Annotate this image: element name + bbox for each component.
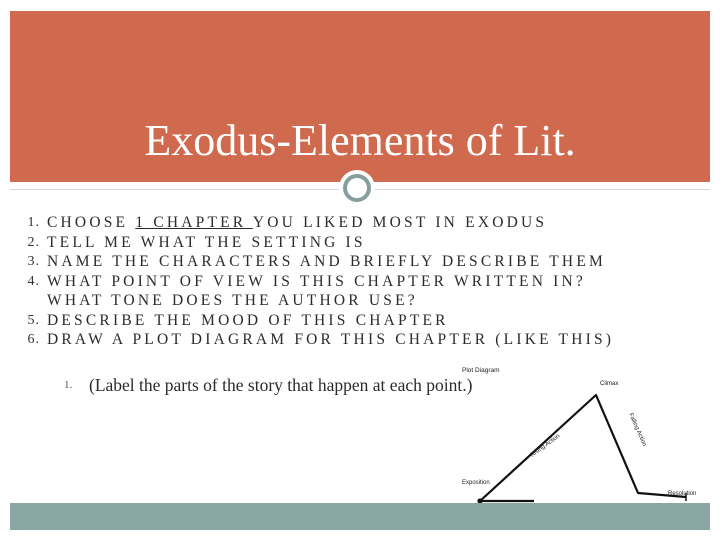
falling-action-label: Falling Action — [627, 412, 648, 448]
ring-inner — [343, 174, 371, 202]
resolution-label: Resolution — [668, 491, 697, 497]
plot-line — [480, 395, 686, 501]
list-text-pre: CHOOSE — [47, 214, 136, 231]
list-number: 4. — [27, 273, 40, 289]
list-item — [0, 252, 720, 272]
climax-label: Climax — [600, 381, 619, 387]
list-number: 1. — [27, 215, 40, 230]
plot-diagram-heading: Plot Diagram — [462, 367, 500, 374]
list-text-underlined: 1 CHAPTER — [135, 214, 253, 231]
list-text: NAME THE CHARACTERS AND BRIEFLY DESCRIBE THEM — [47, 253, 606, 270]
list-text — [47, 213, 720, 233]
list-text: TELL ME WHAT THE SETTING IS — [47, 233, 366, 251]
ring-ornament-icon — [339, 170, 375, 206]
list-item — [0, 272, 720, 311]
rising-action-label: Rising Action — [529, 433, 562, 459]
list-text-post: YOU LIKED MOST IN EXODUS — [252, 214, 548, 231]
sub-list-number: 1. — [64, 379, 73, 391]
sub-list-text: (Label the parts of the story that happen at each point.) — [89, 375, 473, 395]
list-text: DRAW A PLOT DIAGRAM FOR THIS CHAPTER (LIKE THIS) — [47, 331, 615, 348]
list-number: 3. — [27, 254, 40, 269]
slide-title: Exodus-Elements of Lit. — [144, 116, 576, 165]
bottom-bar — [10, 503, 710, 530]
list-item — [0, 213, 720, 233]
list-number: 5. — [27, 312, 40, 328]
list-text-line1: WHAT POINT OF VIEW IS THIS CHAPTER WRITTEN IN? — [47, 272, 586, 290]
list-number: 6. — [27, 332, 40, 347]
list-text: DESCRIBE THE MOOD OF THIS CHAPTER — [47, 311, 449, 329]
plot-diagram — [450, 362, 715, 512]
list-item — [0, 233, 720, 253]
list-number: 2. — [27, 234, 40, 250]
list-item — [0, 311, 720, 331]
numbered-list — [0, 213, 720, 350]
exposition-label: Exposition — [462, 480, 490, 486]
title-band — [10, 11, 710, 182]
list-text-line2: WHAT TONE DOES THE AUTHOR USE? — [47, 292, 418, 309]
list-item — [0, 330, 720, 350]
